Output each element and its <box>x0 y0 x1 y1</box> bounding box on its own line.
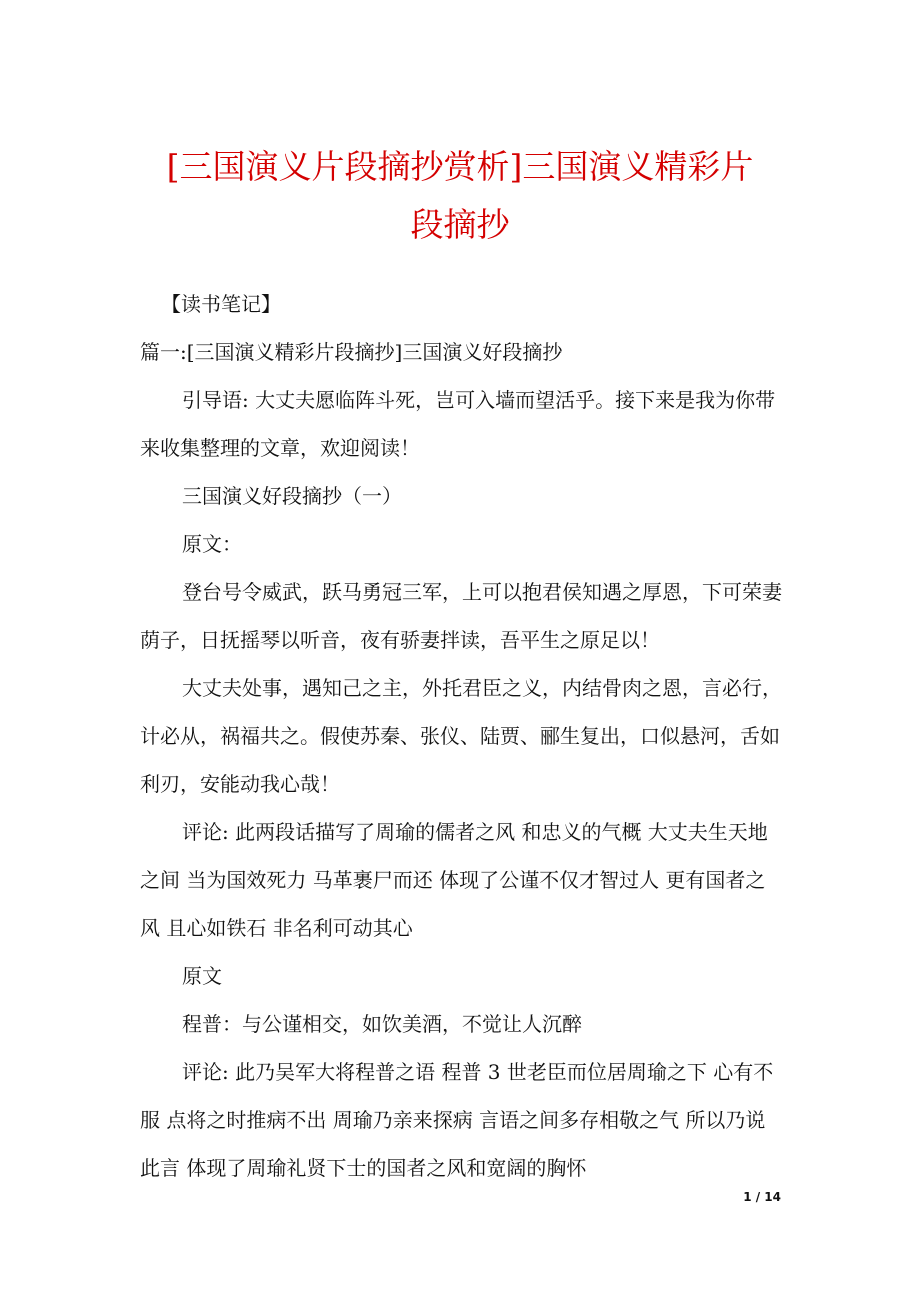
original-paragraph: 登台号令威武，跃马勇冠三军，上可以抱君侯知遇之厚恩，下可荣妻荫子，日抚摇琴以听音，夜有骄妻拌读，吾平生之原足以！ <box>140 580 782 652</box>
original-label: 原文 <box>182 964 222 988</box>
title-line-1: [三国演义片段摘抄赏析]三国演义精彩片 <box>166 147 754 186</box>
section-label: 【读书笔记】 <box>161 292 281 316</box>
comment-paragraph: 评论: 此乃吴军大将程普之语 程普 3 世老臣而位居周瑜之下 心有不服 点将之时推病不出 周瑜乃亲来探病 言语之间多存相敬之气 所以乃说此言 体现了周瑜礼贤下士的国者之风和宽阔的胸怀 <box>140 1060 774 1180</box>
sub-heading: 三国演义好段摘抄（一） <box>182 484 402 508</box>
document-body <box>140 280 785 1192</box>
page-number: 1 / 14 <box>743 1190 781 1204</box>
document-title <box>100 138 820 254</box>
comment-paragraph: 评论: 此两段话描写了周瑜的儒者之风 和忠义的气概 大丈夫生天地之间 当为国效死力 马革裹尸而还 体现了公谨不仅才智过人 更有国者之风 且心如铁石 非名利可动其心 <box>140 820 768 940</box>
chapter-heading: 篇一:[三国演义精彩片段摘抄]三国演义好段摘抄 <box>140 340 563 364</box>
original-paragraph: 大丈夫处事，遇知己之主，外托君臣之义，内结骨肉之恩，言必行，计必从，祸福共之。假使苏秦、张仪、陆贾、郦生复出，口似悬河，舌如利刃，安能动我心哉！ <box>140 676 782 796</box>
original-paragraph: 程普：与公谨相交，如饮美酒，不觉让人沉醉 <box>182 1012 582 1036</box>
intro-paragraph: 引导语: 大丈夫愿临阵斗死，岂可入墙而望活乎。接下来是我为你带来收集整理的文章，欢迎阅读！ <box>140 388 776 460</box>
title-line-2: 段摘抄 <box>410 205 510 244</box>
original-label: 原文： <box>182 532 242 556</box>
